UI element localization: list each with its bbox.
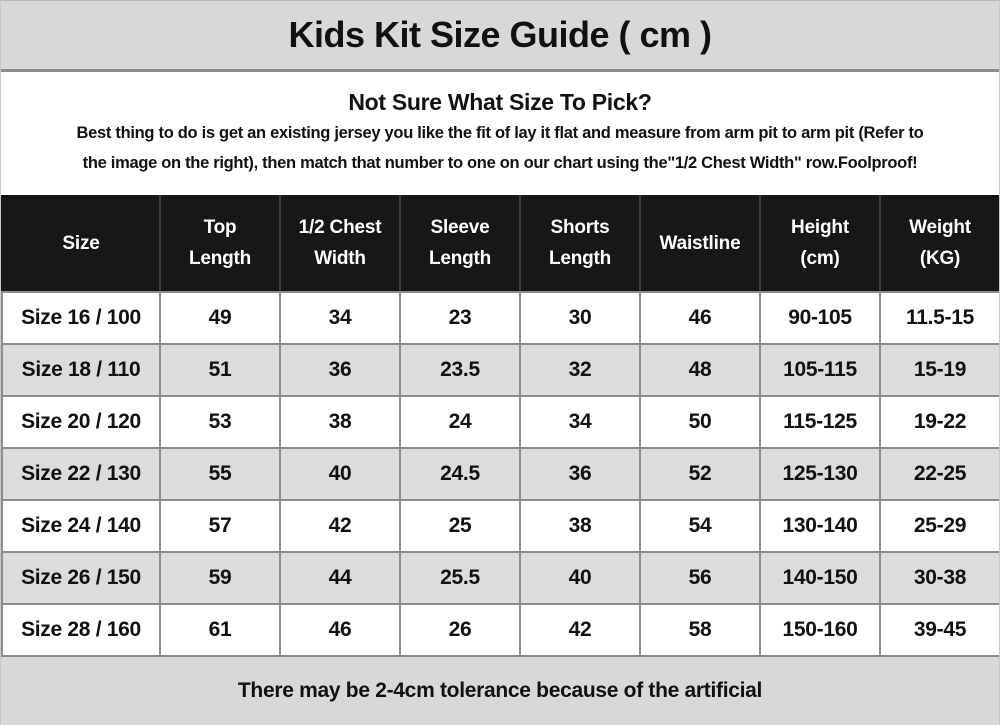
measurement-cell: 130-140 xyxy=(760,500,880,552)
measurement-cell: 32 xyxy=(520,344,640,396)
tolerance-note: There may be 2-4cm tolerance because of the artificial xyxy=(237,679,763,702)
measurement-cell: 115-125 xyxy=(760,396,880,448)
measurement-cell: 38 xyxy=(280,396,400,448)
header-label: Length xyxy=(188,248,252,269)
measurement-cell: 23.5 xyxy=(400,344,520,396)
measurement-cell: 19-22 xyxy=(880,396,1000,448)
measurement-cell: 90-105 xyxy=(760,292,880,344)
size-cell: Size 16 / 100 xyxy=(2,292,160,344)
measurement-cell: 38 xyxy=(520,500,640,552)
measurement-cell: 44 xyxy=(280,552,400,604)
measurement-cell: 34 xyxy=(280,292,400,344)
measurement-cell: 59 xyxy=(160,552,280,604)
column-header-sleeve-length xyxy=(400,195,520,292)
size-cell: Size 28 / 160 xyxy=(2,604,160,656)
column-header-height xyxy=(760,195,880,292)
measurement-cell: 53 xyxy=(160,396,280,448)
table-row xyxy=(2,500,1000,552)
measurement-cell: 46 xyxy=(640,292,760,344)
measurement-cell: 15-19 xyxy=(880,344,1000,396)
measurement-cell: 36 xyxy=(520,448,640,500)
size-cell: Size 20 / 120 xyxy=(2,396,160,448)
measurement-cell: 51 xyxy=(160,344,280,396)
measurement-cell: 58 xyxy=(640,604,760,656)
page-title: Kids Kit Size Guide ( cm ) xyxy=(288,14,712,55)
measurement-cell: 36 xyxy=(280,344,400,396)
header-label: 1/2 Chest xyxy=(298,217,382,238)
size-cell: Size 22 / 130 xyxy=(2,448,160,500)
measurement-cell: 50 xyxy=(640,396,760,448)
column-header-size xyxy=(2,195,160,292)
intro-heading: Not Sure What Size To Pick? xyxy=(348,89,652,115)
column-header-waistline xyxy=(640,195,760,292)
header-label: Shorts xyxy=(550,217,610,238)
measurement-cell: 30-38 xyxy=(880,552,1000,604)
size-cell: Size 24 / 140 xyxy=(2,500,160,552)
measurement-cell: 11.5-15 xyxy=(880,292,1000,344)
measurement-cell: 56 xyxy=(640,552,760,604)
measurement-cell: 42 xyxy=(520,604,640,656)
header-label: (KG) xyxy=(919,248,961,269)
header-label: Length xyxy=(548,248,612,269)
header-label: Length xyxy=(428,248,492,269)
measurement-cell: 105-115 xyxy=(760,344,880,396)
intro-text-line-2: the image on the right), then match that number to one on our chart using the"1/2 Chest Width" row.Foolproof! xyxy=(82,154,918,172)
column-header-weight xyxy=(880,195,1000,292)
column-header-half-chest-width xyxy=(280,195,400,292)
size-cell: Size 26 / 150 xyxy=(2,552,160,604)
measurement-cell: 24 xyxy=(400,396,520,448)
table-row xyxy=(2,552,1000,604)
header-label: Top xyxy=(203,217,237,238)
title-bar xyxy=(1,0,999,72)
header-label: Size xyxy=(62,232,100,254)
measurement-cell: 140-150 xyxy=(760,552,880,604)
table-row xyxy=(2,448,1000,500)
column-header-shorts-length xyxy=(520,195,640,292)
measurement-cell: 25.5 xyxy=(400,552,520,604)
measurement-cell: 24.5 xyxy=(400,448,520,500)
header-label: Weight xyxy=(909,217,971,238)
measurement-cell: 39-45 xyxy=(880,604,1000,656)
measurement-cell: 26 xyxy=(400,604,520,656)
header-label: Height xyxy=(791,217,849,238)
footer-note-bar xyxy=(1,657,999,725)
size-table xyxy=(1,195,1000,657)
measurement-cell: 40 xyxy=(520,552,640,604)
measurement-cell: 125-130 xyxy=(760,448,880,500)
measurement-cell: 48 xyxy=(640,344,760,396)
measurement-cell: 61 xyxy=(160,604,280,656)
measurement-cell: 23 xyxy=(400,292,520,344)
header-label: Waistline xyxy=(659,232,741,254)
measurement-cell: 25-29 xyxy=(880,500,1000,552)
table-header-row xyxy=(2,195,1000,292)
header-label: (cm) xyxy=(800,248,840,269)
measurement-cell: 40 xyxy=(280,448,400,500)
measurement-cell: 49 xyxy=(160,292,280,344)
measurement-cell: 57 xyxy=(160,500,280,552)
column-header-top-length xyxy=(160,195,280,292)
header-label: Width xyxy=(314,248,366,269)
measurement-cell: 52 xyxy=(640,448,760,500)
measurement-cell: 22-25 xyxy=(880,448,1000,500)
measurement-cell: 25 xyxy=(400,500,520,552)
measurement-cell: 30 xyxy=(520,292,640,344)
table-row xyxy=(2,292,1000,344)
measurement-cell: 46 xyxy=(280,604,400,656)
measurement-cell: 42 xyxy=(280,500,400,552)
header-label: Sleeve xyxy=(430,217,490,238)
measurement-cell: 34 xyxy=(520,396,640,448)
table-row xyxy=(2,604,1000,656)
measurement-cell: 54 xyxy=(640,500,760,552)
table-row xyxy=(2,396,1000,448)
size-cell: Size 18 / 110 xyxy=(2,344,160,396)
intro-text-line-1: Best thing to do is get an existing jersey you like the fit of lay it flat and measure from arm pit to arm pit (Refer to xyxy=(76,124,924,142)
table-row xyxy=(2,344,1000,396)
measurement-cell: 55 xyxy=(160,448,280,500)
measurement-cell: 150-160 xyxy=(760,604,880,656)
intro-section xyxy=(1,72,999,195)
